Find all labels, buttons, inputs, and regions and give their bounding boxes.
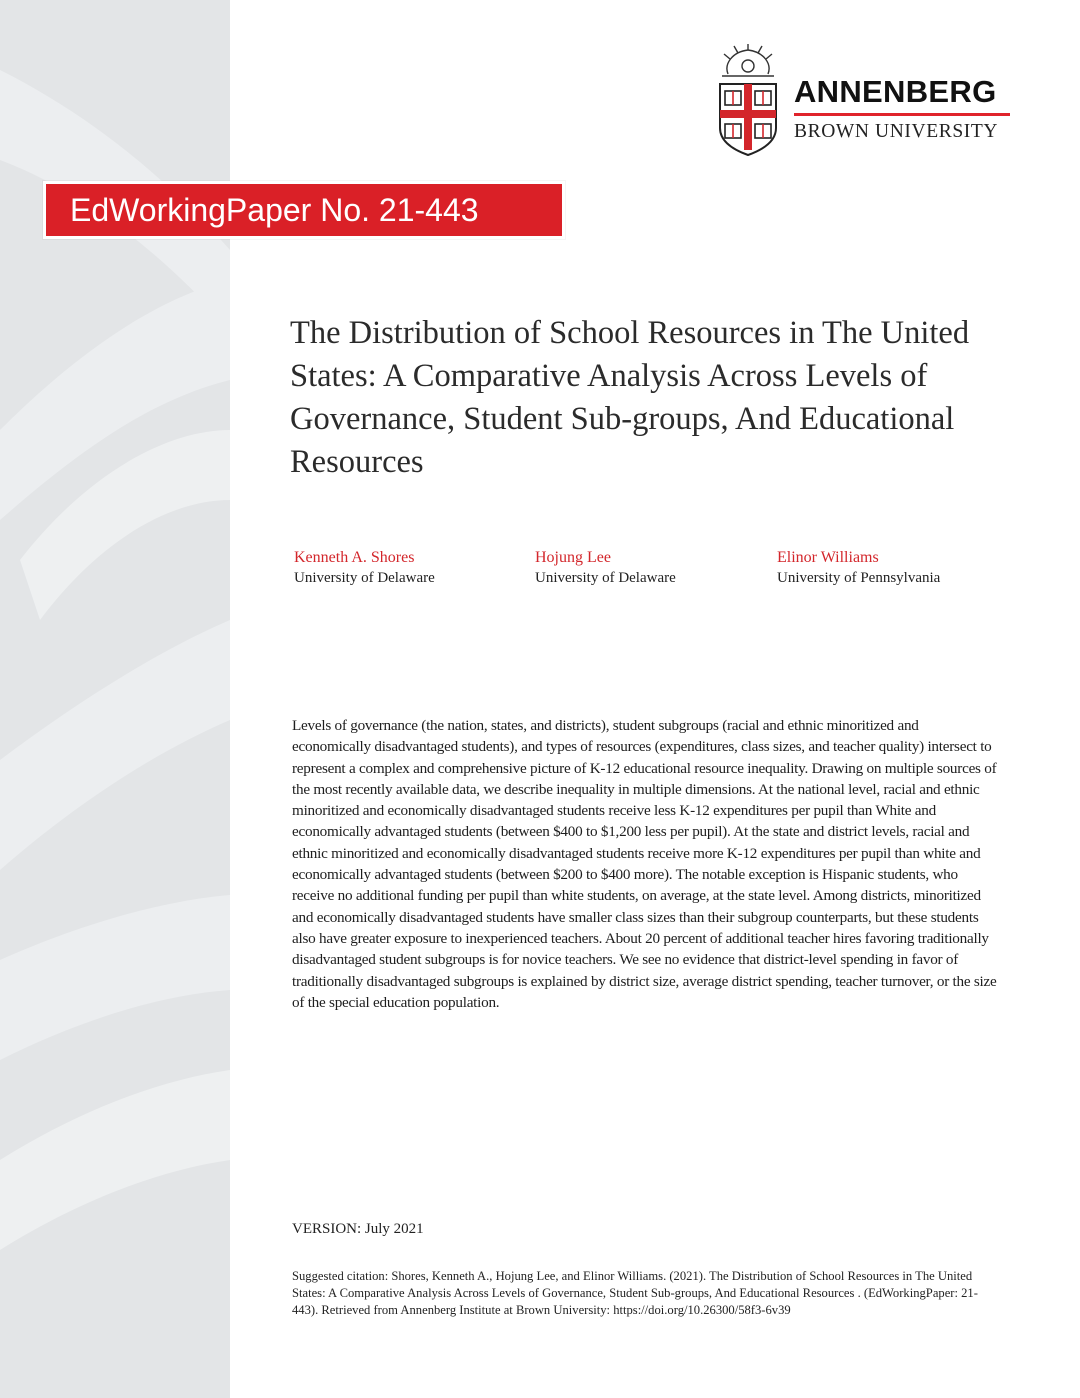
author-affiliation: University of Delaware [294, 570, 435, 586]
working-paper-number: EdWorkingPaper No. 21-443 [70, 192, 479, 228]
working-paper-banner [43, 181, 565, 239]
author-list [294, 548, 1014, 598]
logo-divider [794, 113, 1010, 116]
author-affiliation: University of Delaware [535, 570, 676, 586]
brown-university-crest-icon [714, 44, 782, 156]
author-block [777, 548, 1017, 589]
author-name: Hojung Lee [535, 549, 611, 566]
suggested-citation: Suggested citation: Shores, Kenneth A., Hojung Lee, and Elinor Williams. (2021). The Distribution of School Resources in The United States: A Comparative Analysis Across Levels of Governance, Student Sub-groups, And Educational Resources . (EdWorkingPaper: 21-443). Retrieved from Annenberg Institute at Brown University: https://doi.org/10.26300/58f3-6v39 [292, 1269, 978, 1317]
abstract: Levels of governance (the nation, states, and districts), student subgroups (racial and ethnic minoritized and economically disadvantaged students), and types of resources (expenditures, class sizes, and teacher quality) intersect to represent a complex and comprehensive picture of K-12 educational resource inequality. Drawing on multiple sources of the most recently available data, we describe inequality in multiple dimensions. At the national level, racial and ethnic minoritized and economically disadvantaged students receive less K-12 expenditures per pupil than White and economically advantaged students (between $400 to $1,200 less per pupil). At the state and district levels, racial and ethnic minoritized and economically disadvantaged students receive more K-12 expenditures per pupil than white and economically advantaged students (between $200 to $400 more). The notable exception is Hispanic students, who receive no additional funding per pupil than white students, on average, at the state level. Among districts, minoritized and economically disadvantaged students have smaller class sizes than their subgroup counterparts, but these students also have greater exposure to inexperienced teachers. About 20 percent of additional teacher hires favoring traditionally disadvantaged student subgroups is for novice teachers. We see no evidence that district-level spending in favor of traditionally disadvantaged subgroups is explained by district size, average district spending, teacher turnover, or the size of the special education population. [292, 717, 997, 1011]
annenberg-wordmark: ANNENBERG [794, 74, 997, 109]
version-line: VERSION: July 2021 [292, 1221, 424, 1237]
author-block [535, 548, 775, 589]
brown-university-wordmark: BROWN UNIVERSITY [794, 121, 999, 142]
author-name: Elinor Williams [777, 549, 879, 566]
author-block [294, 548, 534, 589]
annenberg-logo [714, 44, 1014, 159]
paper-title: The Distribution of School Resources in The United States: A Comparative Analysis Across Levels of Governance, Student Sub-groups, And Educational Resources [290, 315, 970, 480]
author-affiliation: University of Pennsylvania [777, 570, 941, 586]
author-name: Kenneth A. Shores [294, 549, 415, 566]
